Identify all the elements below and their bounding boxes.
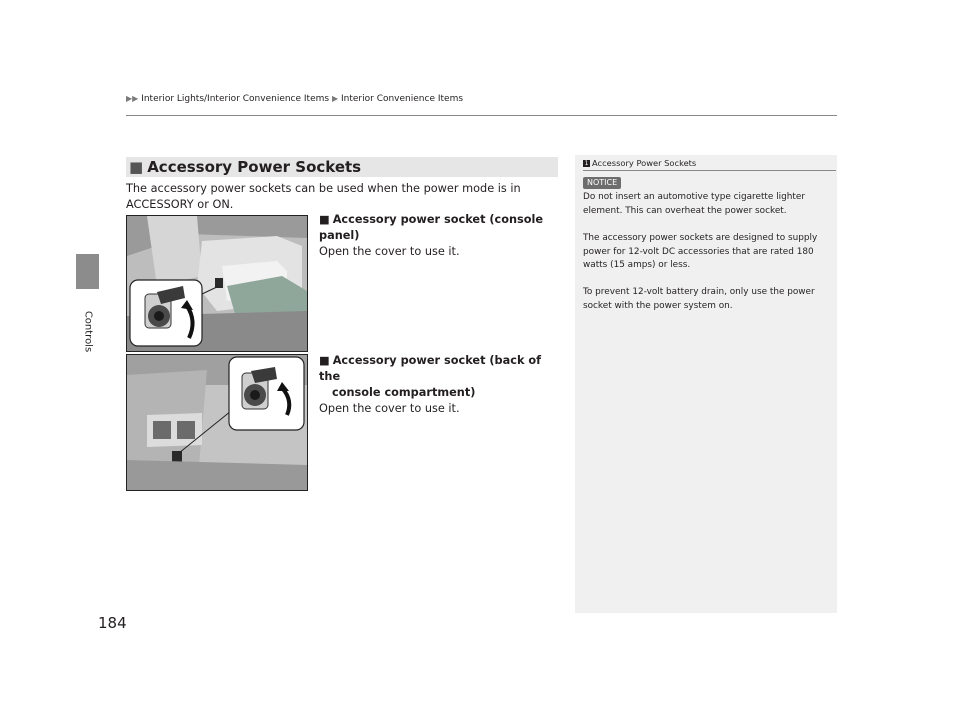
note-title-row [583,158,696,168]
section-intro: The accessory power sockets can be used when the power mode is in ACCESSORY or ON. [126,182,521,211]
note-reference-icon: 1 [584,160,589,167]
header-divider [126,115,837,116]
rear-socket-illustration [126,354,308,491]
note-title: Accessory Power Sockets [592,158,697,168]
rear-socket-text: Open the cover to use it. [319,402,460,415]
section-header [126,157,558,177]
breadcrumb [126,94,463,104]
rear-socket-heading-line1: Accessory power socket (back of the [319,354,542,383]
rear-socket-block [319,353,559,417]
square-bullet-icon: ■ [319,354,330,367]
notice-badge: NOTICE [583,177,621,189]
chapter-tab-marker [76,254,99,289]
page-number: 184 [98,614,127,632]
notice-text: Do not insert an automotive type cigarette lighter element. This can overheat the power socket. [583,192,805,216]
breadcrumb-arrow-icon: ▶ [331,94,339,103]
rear-socket-heading-line2: console compartment) [332,386,476,399]
breadcrumb-item-convenience[interactable]: Interior Convenience Items [341,94,464,104]
breadcrumb-item-lights[interactable]: Interior Lights/Interior Convenience Items [141,94,330,104]
square-bullet-icon: ■ [129,158,144,176]
note-divider [583,170,836,171]
breadcrumb-arrow-icon: ▶▶ [126,94,139,103]
console-socket-heading: Accessory power socket (console panel) [319,213,544,242]
console-socket-text: Open the cover to use it. [319,245,460,258]
section-title: Accessory Power Sockets [147,158,362,176]
chapter-side-label[interactable]: Controls [82,310,94,353]
console-socket-block [319,212,559,260]
battery-drain-text: To prevent 12-volt battery drain, only use the power socket with the power system on. [583,287,815,311]
square-bullet-icon: ■ [319,213,330,226]
socket-rating-text: The accessory power sockets are designed to supply power for 12-volt DC accessories that are rated 180 watts (15 amps) or less. [583,233,818,270]
console-socket-illustration [126,215,308,352]
note-panel [575,155,837,613]
